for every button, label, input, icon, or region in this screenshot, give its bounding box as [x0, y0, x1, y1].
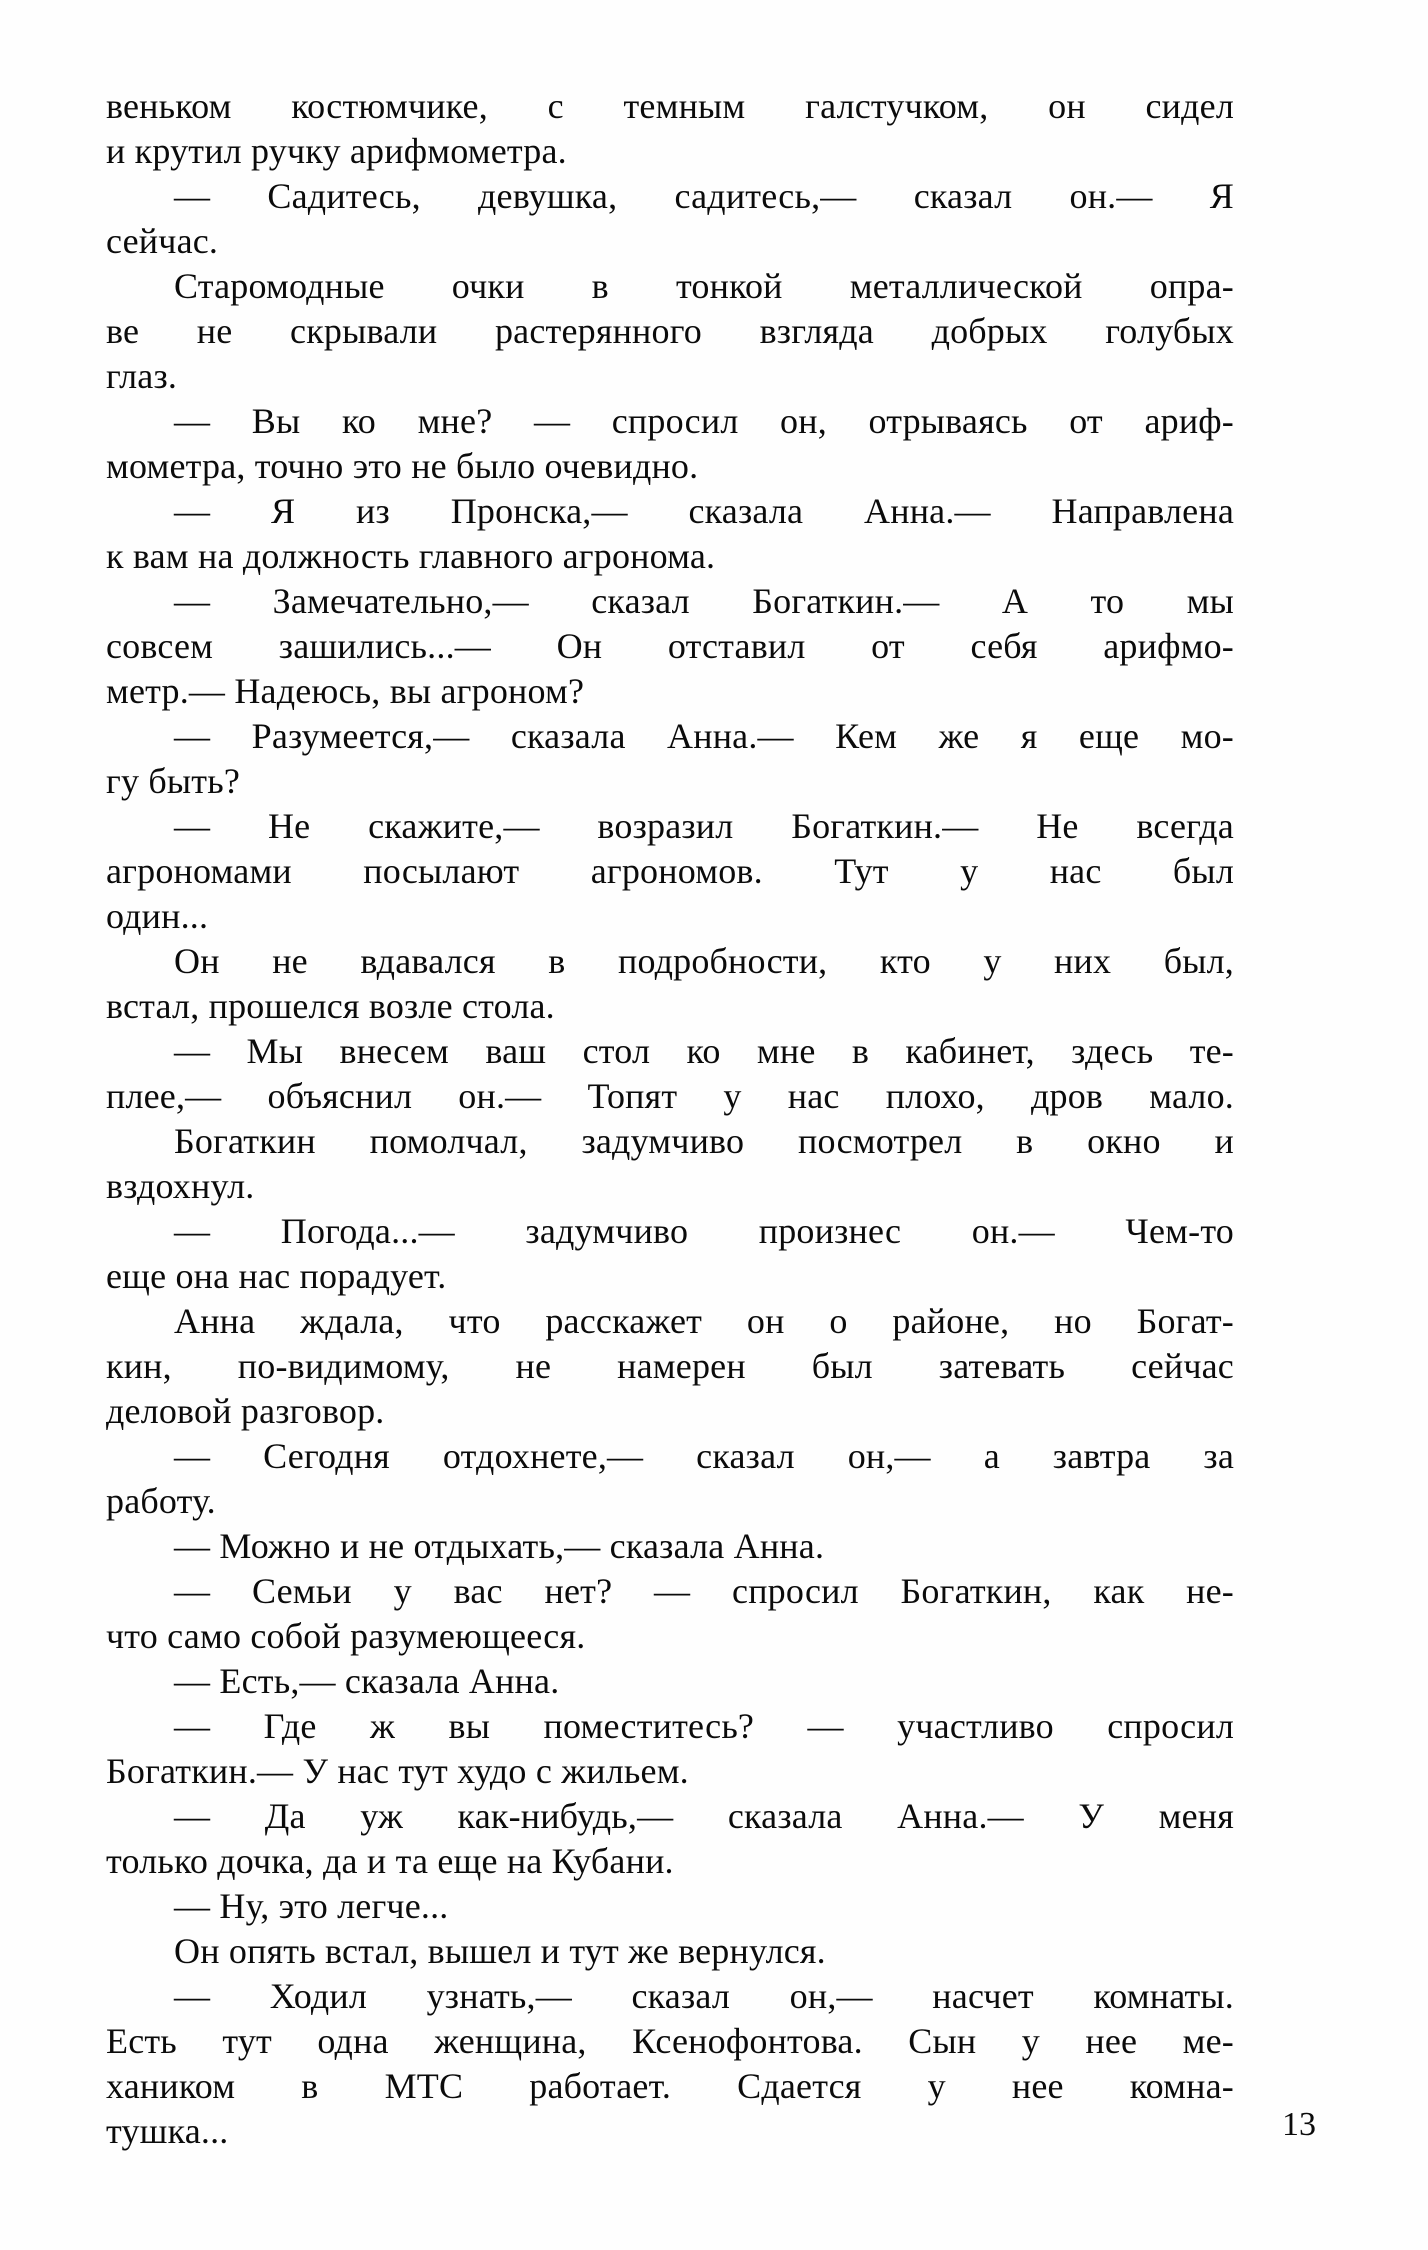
text-line: Есть тут одна женщина, Ксенофонтова. Сын у нее ме- [106, 2021, 1234, 2061]
text-line: один... [106, 896, 209, 936]
text-line: сейчас. [106, 221, 219, 261]
text-line: к вам на должность главного агронома. [106, 536, 716, 576]
text-line: — Садитесь, девушка, садитесь,— сказал он.— Я [174, 176, 1234, 216]
text-line: — Можно и не отдыхать,— сказала Анна. [174, 1526, 825, 1566]
text-line: кин, по-видимому, не намерен был затевать сейчас [106, 1346, 1234, 1386]
text-line: еще она нас порадует. [106, 1256, 447, 1296]
text-line: Богаткин.— У нас тут худо с жильем. [106, 1751, 689, 1791]
page-number: 13 [1282, 2106, 1316, 2143]
text-line: — Есть,— сказала Анна. [174, 1661, 560, 1701]
text-line: — Где ж вы поместитесь? — участливо спросил [174, 1706, 1234, 1746]
text-line: Богаткин помолчал, задумчиво посмотрел в окно и [174, 1121, 1234, 1161]
text-line: гу быть? [106, 761, 240, 801]
text-line: — Разумеется,— сказала Анна.— Кем же я еще мо- [174, 716, 1234, 756]
text-line: только дочка, да и та еще на Кубани. [106, 1841, 674, 1881]
text-line: — Ну, это легче... [174, 1886, 449, 1926]
text-line: — Ходил узнать,— сказал он,— насчет комнаты. [174, 1976, 1234, 2016]
text-line: — Сегодня отдохнете,— сказал он,— а завтра за [174, 1436, 1234, 1476]
text-line: агрономами посылают агрономов. Тут у нас был [106, 851, 1234, 891]
text-line: — Мы внесем ваш стол ко мне в кабинет, здесь те- [174, 1031, 1234, 1071]
text-line: мометра, точно это не было очевидно. [106, 446, 699, 486]
text-line: что само собой разумеющееся. [106, 1616, 586, 1656]
text-line: хаником в МТС работает. Сдается у нее комна- [106, 2066, 1234, 2106]
text-line: глаз. [106, 356, 178, 396]
text-block [106, 84, 1234, 2154]
text-line: — Семьи у вас нет? — спросил Богаткин, как не- [174, 1571, 1234, 1611]
text-line: Он не вдавался в подробности, кто у них был, [174, 941, 1234, 981]
text-line: деловой разговор. [106, 1391, 385, 1431]
text-line: — Да уж как-нибудь,— сказала Анна.— У меня [174, 1796, 1234, 1836]
text-line: Анна ждала, что расскажет он о районе, но Богат- [174, 1301, 1234, 1341]
text-line: — Я из Пронска,— сказала Анна.— Направлена [174, 491, 1234, 531]
text-line: совсем зашились...— Он отставил от себя арифмо- [106, 626, 1234, 666]
text-line: веньком костюмчике, с темным галстучком, он сидел [106, 86, 1234, 126]
text-line: работу. [106, 1481, 216, 1521]
text-line: метр.— Надеюсь, вы агроном? [106, 671, 585, 711]
text-line: Он опять встал, вышел и тут же вернулся. [174, 1931, 826, 1971]
text-line: вздохнул. [106, 1166, 255, 1206]
text-line: ве не скрывали растерянного взгляда добрых голубых [106, 311, 1234, 351]
text-line: плее,— объяснил он.— Топят у нас плохо, дров мало. [106, 1076, 1234, 1116]
text-line: — Погода...— задумчиво произнес он.— Чем-то [174, 1211, 1234, 1251]
text-line: — Вы ко мне? — спросил он, отрываясь от ариф- [174, 401, 1234, 441]
text-line: Старомодные очки в тонкой металлической опра- [174, 266, 1234, 306]
text-line: — Замечательно,— сказал Богаткин.— А то мы [174, 581, 1234, 621]
text-line: и крутил ручку арифмометра. [106, 131, 567, 171]
text-line: — Не скажите,— возразил Богаткин.— Не всегда [174, 806, 1234, 846]
text-line: встал, прошелся возле стола. [106, 986, 555, 1026]
text-line: тушка... [106, 2111, 229, 2151]
